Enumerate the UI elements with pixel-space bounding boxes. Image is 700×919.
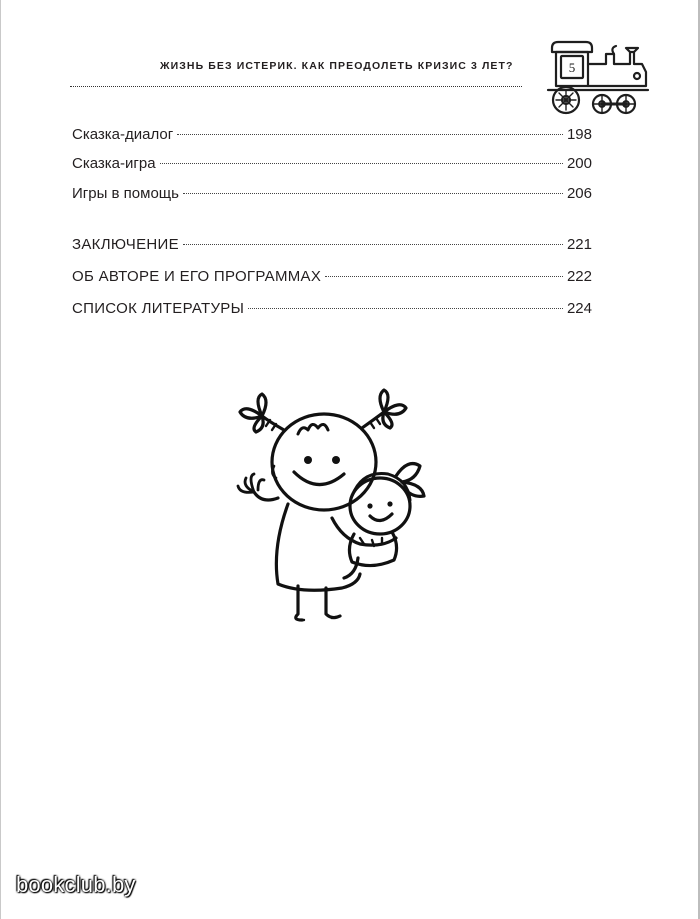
toc-entry-page: 200: [566, 155, 592, 172]
toc-entry: [72, 298, 592, 320]
toc-entry-title: Сказка-игра: [72, 155, 156, 172]
left-pigtail: [240, 394, 284, 432]
toc-dot-leader: [183, 244, 563, 245]
right-pigtail: [362, 390, 406, 428]
toc-entry-page: 222: [566, 268, 592, 285]
train-headlight: [634, 73, 640, 79]
toc-dot-leader: [160, 163, 563, 164]
toc-entry-title: Сказка-диалог: [72, 126, 174, 143]
toc-entry-title: Игры в помощь: [72, 185, 179, 202]
toc-dot-leader: [325, 276, 563, 277]
doll-eye: [387, 501, 392, 506]
doll-smile: [370, 514, 392, 521]
running-head: ЖИЗНЬ БЕЗ ИСТЕРИК. КАК ПРЕОДОЛЕТЬ КРИЗИС 3 ЛЕТ?: [160, 60, 514, 72]
girl-head: [272, 414, 376, 510]
train-icon: [544, 38, 650, 120]
train-roof: [552, 42, 592, 52]
toc-entry-title: СПИСОК ЛИТЕРАТУРЫ: [72, 300, 245, 317]
page-edge-left: [0, 0, 1, 919]
toc-entry: [72, 153, 592, 175]
train-boiler: [588, 48, 646, 86]
girl-with-doll-illustration: [232, 388, 432, 628]
watermark: bookclub.by: [16, 872, 136, 897]
girl-smile: [294, 472, 344, 485]
toc-dot-leader: [183, 193, 563, 194]
header-dotted-rule: [70, 86, 522, 87]
toc-dot-leader: [177, 134, 563, 135]
doll: [349, 464, 424, 566]
train-wheel-spokes: [556, 90, 576, 110]
waving-arm: [238, 474, 278, 500]
girl-eye: [332, 456, 340, 464]
toc-dot-leader: [248, 308, 563, 309]
toc-entry-page: 198: [566, 126, 592, 143]
toc-entry-page: 224: [566, 300, 592, 317]
toc-entry: [72, 266, 592, 288]
toc-entry-title: ЗАКЛЮЧЕНИЕ: [72, 236, 179, 253]
toc-entry-page: 221: [566, 236, 592, 253]
toc-entry: [72, 234, 592, 256]
toc-entry-page: 206: [566, 185, 592, 202]
doll-eye: [367, 503, 372, 508]
page-number: 5: [568, 60, 576, 75]
toc-entry-title: ОБ АВТОРЕ И ЕГО ПРОГРАММАХ: [72, 268, 322, 285]
girl-eye: [304, 456, 312, 464]
toc-entry: [72, 183, 592, 205]
toc-entry: [72, 124, 592, 146]
